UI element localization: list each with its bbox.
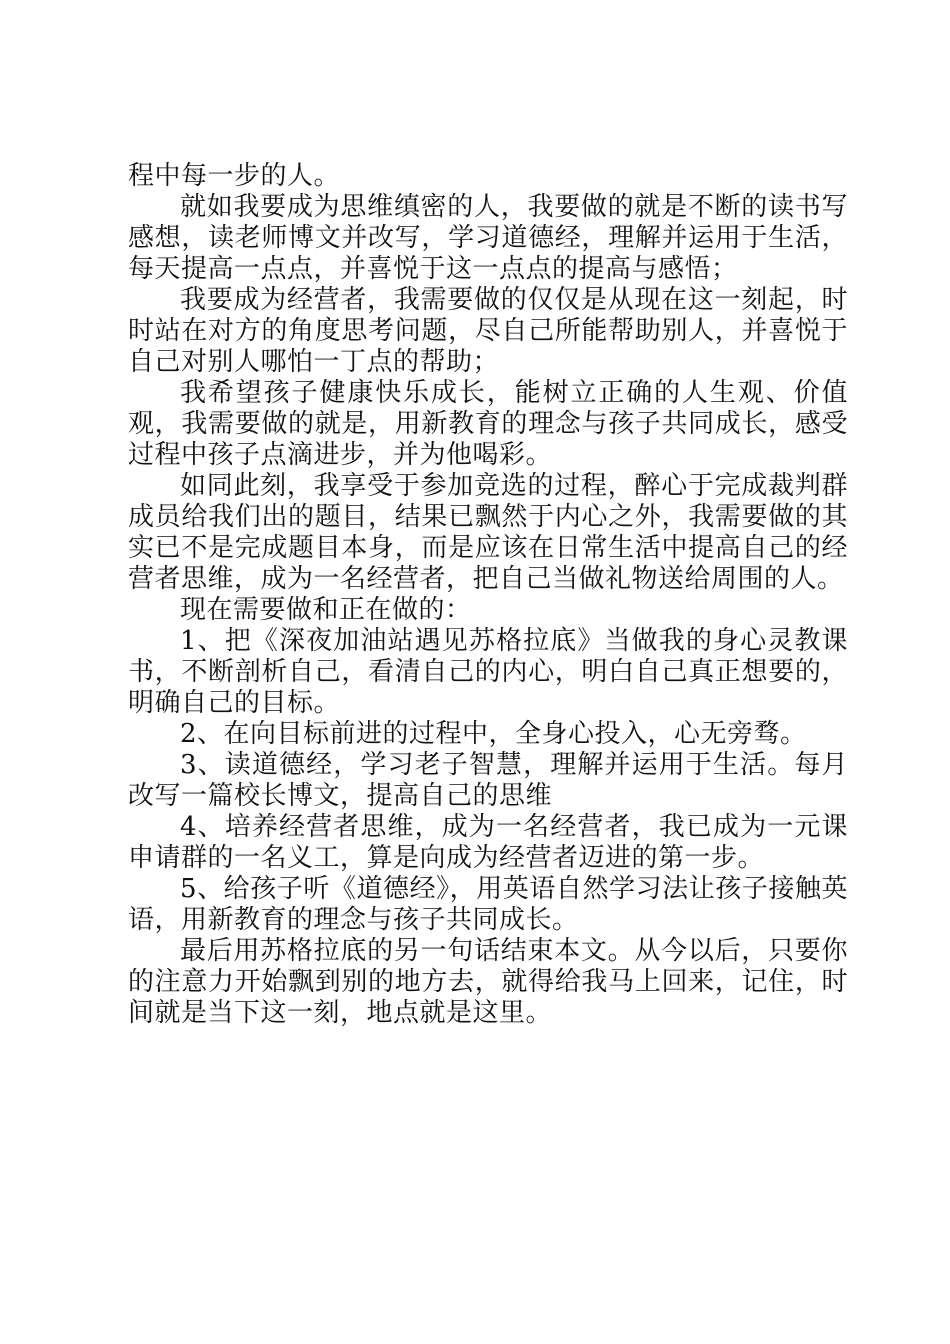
document-body — [128, 161, 848, 1029]
list-item-1: 1、把《深夜加油站遇见苏格拉底》当做我的身心灵教课书，不断剖析自己，看清自己的内心，明白自己真正想要的，明确自己的目标。 — [128, 626, 848, 718]
list-item-5: 5、给孩子听《道德经》，用英语自然学习法让孩子接触英语，用新教育的理念与孩子共同成长。 — [128, 874, 848, 935]
paragraph-operator-goal: 我要成为经营者，我需要做的仅仅是从现在这一刻起，时时站在对方的角度思考问题，尽自己所能帮助别人，并喜悦于自己对别人哪怕一丁点的帮助； — [128, 285, 848, 377]
paragraph-list-heading: 现在需要做和正在做的： — [180, 595, 472, 625]
list-item-3: 3、读道德经，学习老子智慧，理解并运用于生活。每月改写一篇校长博文，提高自己的思维 — [128, 750, 848, 811]
list-item-2: 2、在向目标前进的过程中，全身心投入，心无旁骛。 — [180, 719, 807, 749]
paragraph-this-moment: 如同此刻，我享受于参加竞选的过程，醉心于完成裁判群成员给我们出的题目，结果已飘然于内心之外，我需要做的其实已不是完成题目本身，而是应该在日常生活中提高自己的经营者思维，成为一名经营者，把自己当做礼物送给周围的人。 — [128, 471, 848, 594]
paragraph-continuation: 程中每一步的人。 — [128, 161, 341, 191]
paragraph-thinking-goal: 就如我要成为思维缜密的人，我要做的就是不断的读书写感想，读老师博文并改写，学习道德经，理解并运用于生活，每天提高一点点，并喜悦于这一点点的提高与感悟； — [128, 192, 848, 284]
paragraph-conclusion: 最后用苏格拉底的另一句话结束本文。从今以后，只要你的注意力开始飘到别的地方去，就得给我马上回来，记住，时间就是当下这一刻，地点就是这里。 — [128, 936, 848, 1028]
list-item-4: 4、培养经营者思维，成为一名经营者，我已成为一元课申请群的一名义工，算是向成为经营者迈进的第一步。 — [128, 812, 848, 873]
paragraph-child-goal: 我希望孩子健康快乐成长，能树立正确的人生观、价值观，我需要做的就是，用新教育的理念与孩子共同成长，感受过程中孩子点滴进步，并为他喝彩。 — [128, 378, 848, 470]
